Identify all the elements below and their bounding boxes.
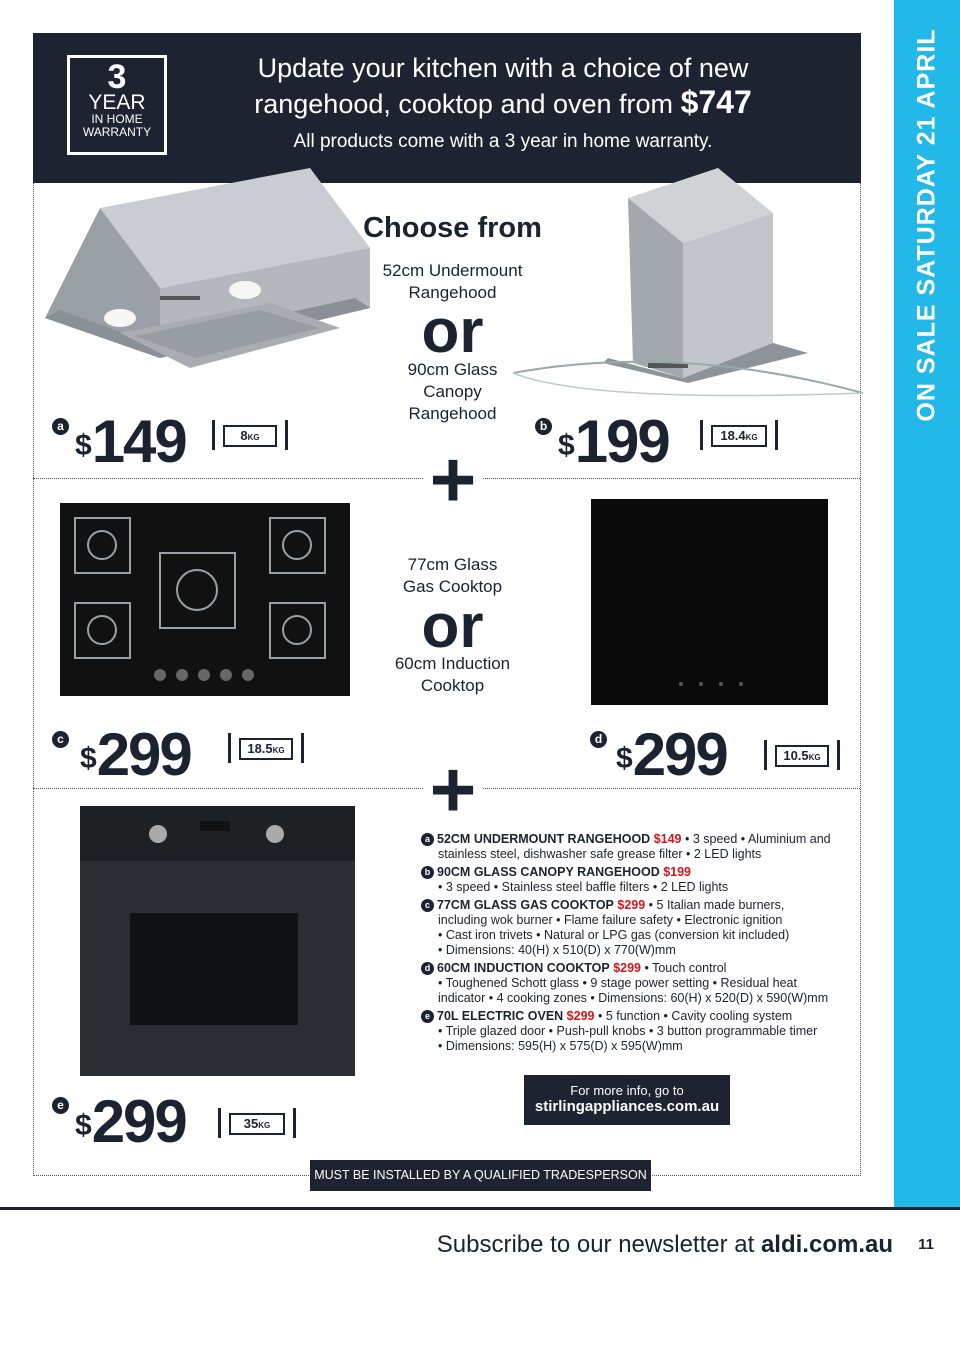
weight-a-unit: KG (247, 433, 260, 442)
detail-c-line1: • 5 Italian made burners, (648, 898, 785, 912)
weight-e-label (229, 1113, 285, 1135)
rangehood-option-1-line1: 52cm Undermount (382, 261, 523, 280)
plus-sign-1: + (429, 435, 477, 524)
weight-a (212, 420, 288, 450)
rangehood-option-2-line3: Rangehood (408, 404, 497, 423)
detail-b-line2: • 3 speed • Stainless steel baffle filters • 2 LED lights (438, 880, 729, 894)
weight-a-label (223, 425, 277, 447)
footer-rule (0, 1207, 960, 1210)
detail-d-line3: indicator • 4 cooking zones • Dimensions: 60(H) x 520(D) x 590(W)mm (438, 991, 829, 1005)
detail-a-line2: stainless steel, dishwasher safe grease filter • 2 LED lights (438, 847, 762, 861)
product-letter-e: e (52, 1097, 69, 1114)
product-letter-b: b (535, 418, 552, 435)
detail-e-line3: • Dimensions: 595(H) x 575(D) x 595(W)mm (438, 1039, 683, 1053)
weight-b-label (711, 425, 767, 447)
electric-oven-image (80, 806, 355, 1076)
or-label-1: or (421, 297, 484, 366)
detail-b (421, 865, 831, 895)
warranty-year: YEAR (88, 91, 146, 114)
weight-d-value: 10.5 (783, 748, 809, 763)
install-notice: MUST BE INSTALLED BY A QUALIFIED TRADESPERSON (310, 1160, 651, 1191)
detail-d-line1: • Touch control (644, 961, 727, 975)
choose-from-heading: Choose from (363, 212, 542, 244)
price-c-dollar: $ (80, 742, 95, 775)
detail-a-price: $149 (653, 832, 682, 846)
gas-cooktop-image (60, 503, 350, 696)
divider-right-2 (483, 788, 860, 789)
detail-a-line1: • 3 speed • Aluminium and (684, 832, 831, 846)
detail-d-line2: • Toughened Schott glass • 9 stage power setting • Residual heat (438, 976, 797, 990)
cooktop-option-2-line1: 60cm Induction (394, 654, 511, 673)
price-b-value: 199 (574, 408, 669, 475)
detail-d-letter: d (421, 962, 434, 975)
price-d-dollar: $ (616, 742, 631, 775)
cooktop-option-2-line2: Cooktop (420, 676, 485, 695)
warranty-badge (67, 55, 167, 155)
product-letter-d: d (590, 731, 607, 748)
detail-e-title: 70L ELECTRIC OVEN (437, 1009, 564, 1023)
rangehood-option-2 (330, 359, 575, 425)
headline-price: $747 (680, 84, 752, 120)
page-number: 11 (918, 1236, 934, 1253)
weight-e-unit: KG (258, 1121, 271, 1130)
divider-right-1 (483, 478, 860, 479)
cooktop-option-1-line2: Gas Cooktop (402, 577, 503, 596)
weight-c-value: 18.5 (247, 741, 273, 756)
weight-b (700, 420, 778, 450)
detail-a (421, 832, 831, 862)
warranty-number: 3 (107, 58, 127, 96)
sale-date-text: ON SALE SATURDAY 21 APRIL (912, 28, 941, 422)
weight-d (764, 740, 840, 770)
product-letter-c: c (52, 731, 69, 748)
warranty-subline: All products come with a 3 year in home warranty. (293, 131, 713, 152)
detail-c-line2: including wok burner • Flame failure safety • Electronic ignition (438, 913, 783, 927)
detail-a-letter: a (421, 833, 434, 846)
induction-cooktop-image (591, 499, 828, 705)
product-details (421, 832, 831, 1057)
newsletter-label: Subscribe to our newsletter at (436, 1231, 755, 1258)
weight-e-value: 35 (243, 1116, 259, 1131)
weight-b-unit: KG (745, 433, 758, 442)
detail-b-title: 90CM GLASS CANOPY RANGEHOOD (437, 865, 660, 879)
divider-left-1 (33, 478, 423, 479)
more-info-box[interactable] (524, 1075, 730, 1125)
headline-line2-text: rangehood, cooktop and oven from (254, 89, 674, 119)
price-e-value: 299 (91, 1088, 186, 1155)
price-b (558, 408, 669, 475)
detail-e (421, 1009, 831, 1054)
rangehood-option-2-line2: Canopy (423, 382, 482, 401)
warranty-line2: WARRANTY (82, 125, 152, 139)
divider-left-2 (33, 788, 423, 789)
detail-d (421, 961, 831, 1006)
detail-e-line1: • 5 function • Cavity cooling system (597, 1009, 793, 1023)
price-a (75, 408, 186, 475)
detail-c-letter: c (421, 899, 434, 912)
price-c-value: 299 (96, 721, 191, 788)
product-letter-a: a (52, 418, 69, 435)
or-label-2: or (421, 592, 484, 661)
detail-e-price: $299 (566, 1009, 595, 1023)
header-banner (33, 33, 861, 183)
headline-line1: Update your kitchen with a choice of new (257, 53, 749, 83)
detail-c-line3: • Cast iron trivets • Natural or LPG gas (conversion kit included) (438, 928, 790, 942)
weight-e (218, 1108, 296, 1138)
price-d-value: 299 (632, 721, 727, 788)
weight-c-unit: KG (272, 746, 285, 755)
price-d (616, 721, 727, 788)
price-a-value: 149 (91, 408, 186, 475)
cooktop-option-2 (330, 653, 575, 697)
warranty-line1: IN HOME (91, 112, 143, 126)
more-info-link[interactable]: stirlingappliances.com.au (534, 1098, 720, 1115)
weight-c-label (239, 738, 293, 760)
detail-c-title: 77CM GLASS GAS COOKTOP (437, 898, 614, 912)
detail-b-price: $199 (663, 865, 692, 879)
cooktop-option-1-line1: 77cm Glass (407, 555, 498, 574)
rangehood-option-1-line2: Rangehood (408, 283, 497, 302)
newsletter-link[interactable]: aldi.com.au (760, 1231, 893, 1258)
headline-line2 (183, 85, 823, 121)
detail-e-line2: • Triple glazed door • Push-pull knobs • 3 button programmable timer (438, 1024, 818, 1038)
price-a-dollar: $ (75, 429, 90, 462)
detail-a-title: 52CM UNDERMOUNT RANGEHOOD (437, 832, 651, 846)
weight-b-value: 18.4 (720, 428, 746, 443)
price-b-dollar: $ (558, 429, 573, 462)
detail-d-price: $299 (613, 961, 641, 975)
undermount-rangehood-image (40, 168, 370, 398)
headline (183, 51, 823, 121)
weight-a-value: 8 (240, 428, 248, 443)
detail-c-line4: • Dimensions: 40(H) x 510(D) x 770(W)mm (438, 943, 676, 957)
price-e-dollar: $ (75, 1109, 90, 1142)
detail-e-letter: e (421, 1010, 434, 1023)
price-c (80, 721, 191, 788)
weight-c (228, 733, 304, 763)
side-banner (894, 0, 960, 1207)
weight-d-unit: KG (808, 753, 821, 762)
price-e (75, 1088, 186, 1155)
detail-d-title: 60CM INDUCTION COOKTOP (437, 961, 610, 975)
rangehood-option-2-line1: 90cm Glass (407, 360, 498, 379)
detail-c-price: $299 (617, 898, 646, 912)
newsletter-text (437, 1231, 893, 1259)
detail-c (421, 898, 831, 958)
plus-sign-2: + (429, 745, 477, 834)
detail-b-letter: b (421, 866, 434, 879)
more-info-text: For more info, go to (570, 1083, 684, 1098)
weight-d-label (775, 745, 829, 767)
